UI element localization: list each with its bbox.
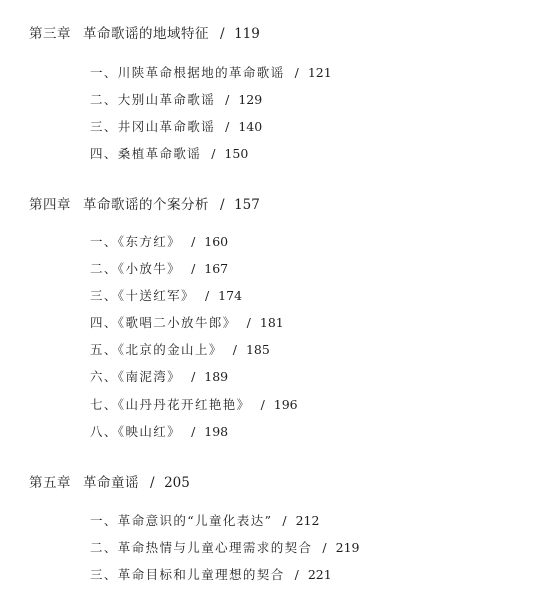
section-title: 一、川陕革命根据地的革命歌谣 bbox=[90, 65, 285, 80]
page-number: 212 bbox=[295, 513, 320, 528]
page-number: 185 bbox=[245, 342, 270, 357]
chapter-heading bbox=[29, 193, 260, 213]
page-separator: / bbox=[150, 475, 156, 491]
chapter-number: 第三章 bbox=[29, 26, 71, 42]
section-entry bbox=[90, 144, 248, 162]
section-entry bbox=[90, 286, 242, 304]
page-separator: / bbox=[322, 540, 327, 555]
page-separator: / bbox=[191, 369, 196, 384]
chapter-title: 革命歌谣的个案分析 bbox=[83, 197, 209, 213]
page-separator: / bbox=[232, 342, 237, 357]
section-title: 二、《小放牛》 bbox=[90, 261, 182, 276]
page-separator: / bbox=[246, 315, 251, 330]
page-separator: / bbox=[225, 119, 230, 134]
section-entry bbox=[90, 538, 359, 556]
page-number: 140 bbox=[238, 119, 263, 134]
section-title: 四、桑植革命歌谣 bbox=[90, 146, 202, 161]
page-number: 121 bbox=[307, 65, 332, 80]
section-entry bbox=[90, 232, 228, 250]
chapter-number: 第五章 bbox=[29, 475, 71, 491]
section-entry bbox=[90, 395, 298, 413]
section-title: 四、《歌唱二小放牛郎》 bbox=[90, 315, 237, 330]
section-entry bbox=[90, 313, 284, 331]
page-number: 219 bbox=[335, 540, 360, 555]
page-separator: / bbox=[282, 513, 287, 528]
section-title: 三、井冈山革命歌谣 bbox=[90, 119, 216, 134]
section-entry bbox=[90, 511, 319, 529]
page-separator: / bbox=[211, 146, 216, 161]
page-number: 181 bbox=[259, 315, 284, 330]
page-number: 119 bbox=[234, 26, 260, 42]
page-separator: / bbox=[191, 234, 196, 249]
page-separator: / bbox=[220, 197, 226, 213]
page-separator: / bbox=[294, 567, 299, 582]
chapter-title: 革命歌谣的地域特征 bbox=[83, 26, 209, 42]
section-entry bbox=[90, 340, 270, 358]
page-number: 221 bbox=[307, 567, 332, 582]
chapter-title: 革命童谣 bbox=[83, 475, 139, 491]
section-entry bbox=[90, 565, 332, 583]
page-number: 205 bbox=[164, 475, 190, 491]
page-separator: / bbox=[191, 261, 196, 276]
section-title: 二、革命热情与儿童心理需求的契合 bbox=[90, 540, 313, 555]
section-entry bbox=[90, 422, 228, 440]
section-title: 一、《东方红》 bbox=[90, 234, 182, 249]
section-title: 六、《南泥湾》 bbox=[90, 369, 182, 384]
page-number: 189 bbox=[204, 369, 229, 384]
section-title: 三、《十送红军》 bbox=[90, 288, 195, 303]
page-number: 196 bbox=[273, 397, 298, 412]
section-entry bbox=[90, 259, 228, 277]
section-title: 一、革命意识的“儿童化表达” bbox=[90, 513, 273, 528]
section-entry bbox=[90, 367, 228, 385]
section-title: 三、革命目标和儿童理想的契合 bbox=[90, 567, 285, 582]
page-separator: / bbox=[191, 424, 196, 439]
page-number: 167 bbox=[204, 261, 229, 276]
section-entry bbox=[90, 63, 332, 81]
page-number: 129 bbox=[238, 92, 263, 107]
section-title: 七、《山丹丹花开红艳艳》 bbox=[90, 397, 251, 412]
section-entry bbox=[90, 117, 262, 135]
section-title: 八、《映山红》 bbox=[90, 424, 182, 439]
section-entry bbox=[90, 90, 262, 108]
section-title: 五、《北京的金山上》 bbox=[90, 342, 223, 357]
page-number: 150 bbox=[224, 146, 249, 161]
page-separator: / bbox=[260, 397, 265, 412]
page-separator: / bbox=[225, 92, 230, 107]
page-separator: / bbox=[204, 288, 210, 303]
page-number: 160 bbox=[204, 234, 229, 249]
section-title: 二、大别山革命歌谣 bbox=[90, 92, 216, 107]
page-number: 157 bbox=[234, 197, 260, 213]
chapter-heading bbox=[29, 471, 190, 491]
page-number: 198 bbox=[204, 424, 229, 439]
page-separator: / bbox=[294, 65, 299, 80]
page-separator: / bbox=[220, 26, 226, 42]
page-number: 174 bbox=[218, 288, 243, 303]
chapter-heading bbox=[29, 22, 260, 42]
chapter-number: 第四章 bbox=[29, 197, 71, 213]
